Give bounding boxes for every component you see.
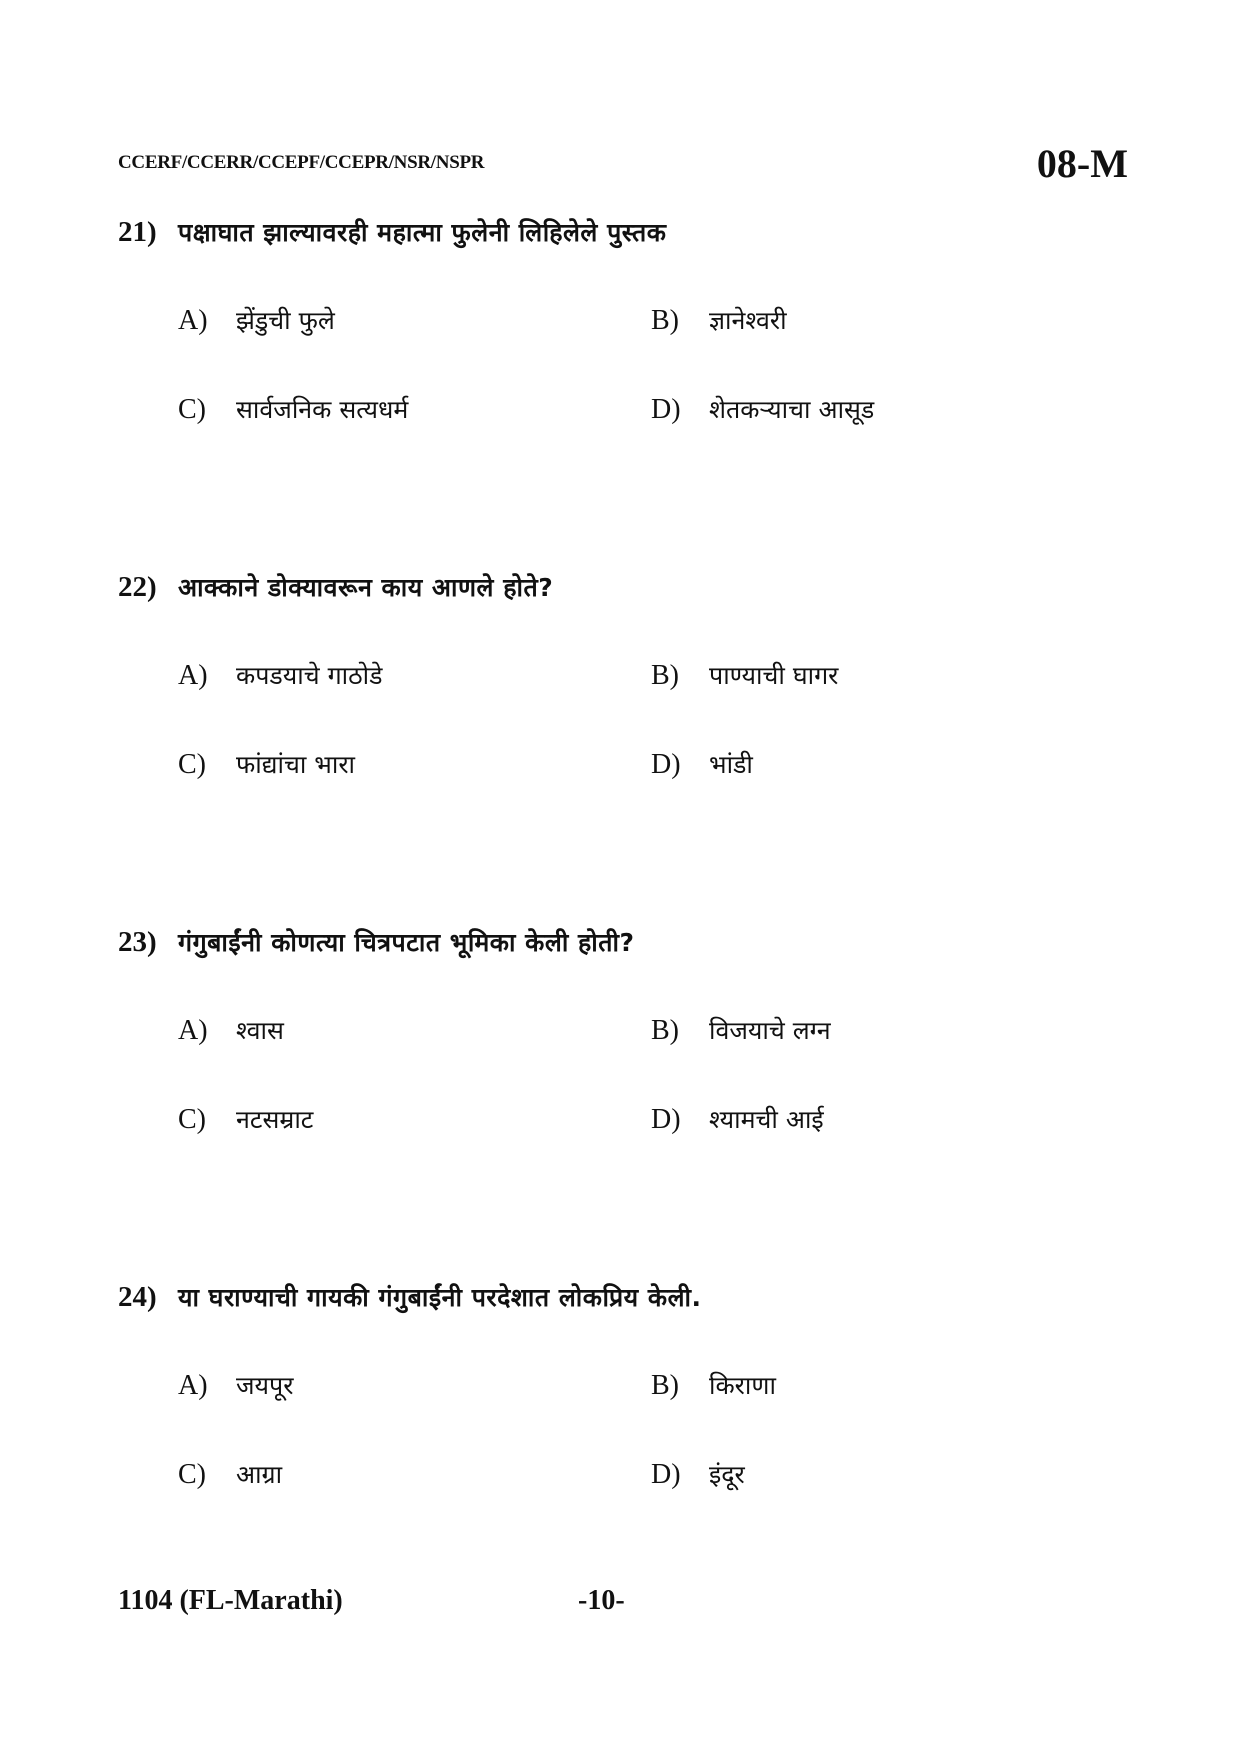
option-letter: A) — [178, 660, 208, 691]
option-letter: C) — [178, 749, 206, 780]
option-a — [178, 1013, 284, 1047]
option-text: भांडी — [709, 750, 753, 779]
option-d — [651, 747, 753, 781]
option-c — [178, 392, 408, 426]
option-letter: D) — [651, 749, 681, 780]
question-stem — [118, 567, 1128, 608]
page-number: -10- — [578, 1585, 625, 1616]
option-text: श्वास — [236, 1016, 284, 1045]
option-text: आग्रा — [236, 1460, 283, 1489]
option-text: किराणा — [709, 1371, 776, 1400]
option-text: पाण्याची घागर — [709, 661, 839, 690]
question-number: 23) — [118, 926, 157, 958]
option-text: नटसम्राट — [236, 1105, 314, 1134]
exam-codes: CCERF/CCERR/CCEPF/CCEPR/NSR/NSPR — [118, 152, 485, 173]
option-b — [651, 658, 838, 692]
paper-code: 1104 (FL-Marathi) — [118, 1585, 343, 1616]
option-text: ज्ञानेश्वरी — [709, 306, 787, 335]
question-text: पक्षाघात झाल्यावरही महात्मा फुलेनी लिहिलेले पुस्तक — [178, 218, 667, 247]
option-text: श्यामची आई — [709, 1105, 824, 1134]
question-21 — [118, 212, 1128, 433]
option-text: विजयाचे लग्न — [709, 1016, 831, 1045]
option-letter: A) — [178, 305, 208, 336]
option-c — [178, 1102, 313, 1136]
set-code: 08-M — [1036, 141, 1128, 186]
options-list — [118, 253, 1128, 433]
option-text: इंदूर — [709, 1460, 745, 1489]
option-letter: D) — [651, 1104, 681, 1135]
question-number: 22) — [118, 571, 157, 603]
option-text: सार्वजनिक सत्यधर्म — [236, 395, 409, 424]
option-letter: B) — [651, 305, 679, 336]
option-a — [178, 658, 383, 692]
question-number: 21) — [118, 216, 157, 248]
option-b — [651, 303, 787, 337]
option-c — [178, 1457, 282, 1491]
options-list — [118, 608, 1128, 788]
question-23 — [118, 922, 1128, 1143]
option-d — [651, 1457, 745, 1491]
option-a — [178, 303, 335, 337]
option-letter: A) — [178, 1370, 208, 1401]
option-letter: B) — [651, 660, 679, 691]
option-d — [651, 392, 874, 426]
option-text: जयपूर — [236, 1371, 294, 1400]
option-b — [651, 1013, 831, 1047]
options-list — [118, 1318, 1128, 1498]
question-number: 24) — [118, 1281, 157, 1313]
options-list — [118, 963, 1128, 1143]
option-text: झेंडुची फुले — [236, 306, 335, 335]
option-letter: C) — [178, 1104, 206, 1135]
option-letter: B) — [651, 1370, 679, 1401]
option-letter: D) — [651, 1459, 681, 1490]
option-c — [178, 747, 355, 781]
option-letter: C) — [178, 1459, 206, 1490]
question-stem — [118, 1277, 1128, 1318]
question-text: गंगुबाईंनी कोणत्या चित्रपटात भूमिका केली होती? — [178, 928, 635, 957]
option-letter: C) — [178, 394, 206, 425]
question-text: आक्काने डोक्यावरून काय आणले होते? — [178, 573, 554, 602]
question-24 — [118, 1277, 1128, 1498]
option-text: कपडयाचे गाठोडे — [236, 661, 383, 690]
option-text: शेतकऱ्याचा आसूड — [709, 395, 875, 424]
question-22 — [118, 567, 1128, 788]
option-text: फांद्यांचा भारा — [236, 750, 356, 779]
question-stem — [118, 212, 1128, 253]
option-letter: A) — [178, 1015, 208, 1046]
option-a — [178, 1368, 293, 1402]
option-letter: B) — [651, 1015, 679, 1046]
option-b — [651, 1368, 776, 1402]
option-letter: D) — [651, 394, 681, 425]
question-stem — [118, 922, 1128, 963]
question-text: या घराण्याची गायकी गंगुबाईंनी परदेशात लोकप्रिय केली. — [178, 1283, 702, 1312]
option-d — [651, 1102, 824, 1136]
